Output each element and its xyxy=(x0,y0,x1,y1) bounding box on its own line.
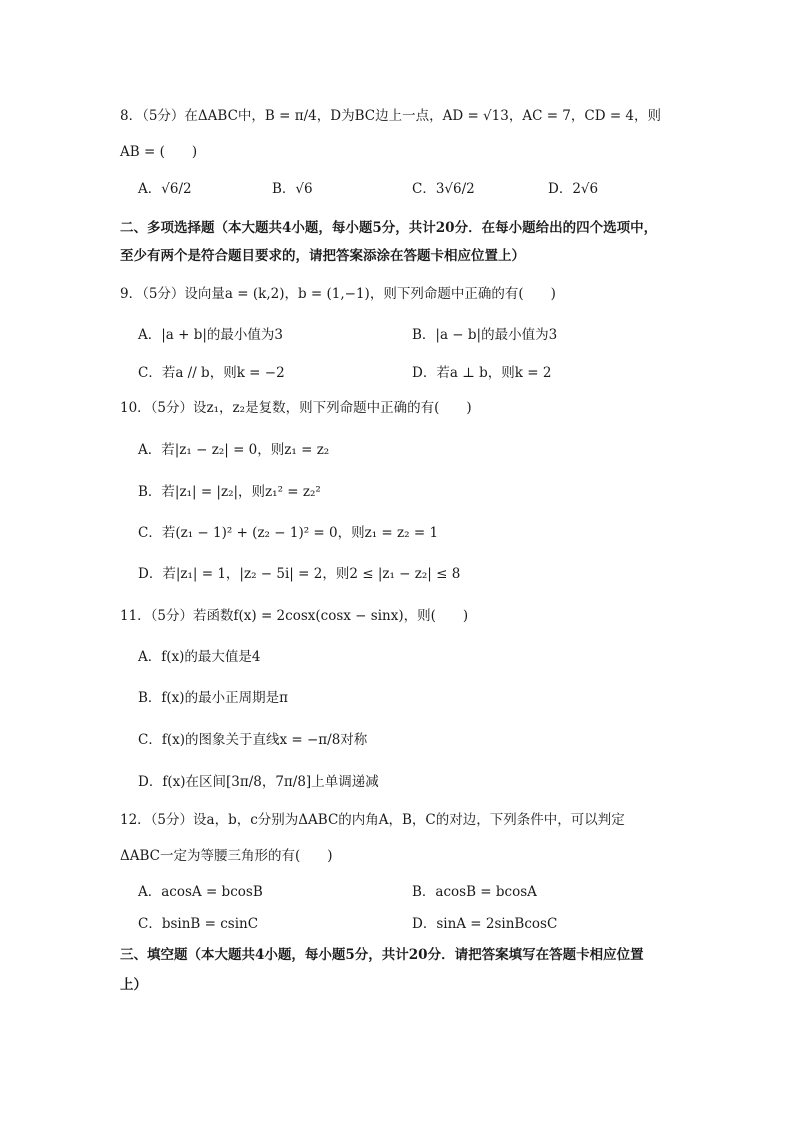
section2-heading-line1: 二、多项选择题（本大题共4小题，每小题5分，共计20分．在每小题给出的四个选项中， xyxy=(120,220,658,236)
q9-option-c: C．若a // b，则k = −2 xyxy=(138,365,285,381)
q8-stem-line2: AB = ( ) xyxy=(120,144,198,160)
q9-stem: 9．（5分）设向量a = (k,2)，b = (1,−1)，则下列命题中正确的有( ) xyxy=(120,286,556,302)
q11-option-a: A．f(x)的最大值是4 xyxy=(138,649,261,665)
section2-heading-line2: 至少有两个是符合题目要求的，请把答案添涂在答题卡相应位置上） xyxy=(120,248,525,264)
q12-stem-line2: ΔABC一定为等腰三角形的有( ) xyxy=(120,848,333,864)
q12-option-a: A．acosA = bcosB xyxy=(138,884,263,900)
q10-option-c: C．若(z₁ − 1)² + (z₂ − 1)² = 0，则z₁ = z₂ = 1 xyxy=(138,525,439,541)
q10-option-a: A．若|z₁ − z₂| = 0，则z₁ = z₂ xyxy=(138,442,330,458)
q12-stem-line1: 12．（5分）设a，b，c分别为ΔABC的内角A，B，C的对边，下列条件中，可以判定 xyxy=(120,812,625,828)
q8-option-b: B．√6 xyxy=(272,181,313,197)
q11-stem: 11．（5分）若函数f(x) = 2cosx(cosx − sinx)，则( ) xyxy=(120,608,469,624)
q11-option-d: D．f(x)在区间[3π/8，7π/8]上单调递减 xyxy=(138,774,379,790)
q12-option-d: D．sinA = 2sinBcosC xyxy=(412,916,558,932)
q12-option-b: B．acosB = bcosA xyxy=(412,884,537,900)
section3-heading-line1: 三、填空题（本大题共4小题，每小题5分，共计20分．请把答案填写在答题卡相应位置 xyxy=(120,947,644,963)
section3-heading-line2: 上） xyxy=(120,977,147,993)
q8-option-a: A．√6/2 xyxy=(138,181,192,197)
q11-option-c: C．f(x)的图象关于直线x = −π/8对称 xyxy=(138,732,368,748)
q8-stem-line1: 8．（5分）在ΔABC中，B = π/4，D为BC边上一点，AD = √13，AC = 7，CD = 4，则 xyxy=(120,108,662,124)
q9-option-b: B．|a − b|的最小值为3 xyxy=(412,327,558,343)
q10-option-b: B．若|z₁| = |z₂|，则z₁² = z₂² xyxy=(138,484,321,500)
q10-stem: 10．（5分）设z₁，z₂是复数，则下列命题中正确的有( ) xyxy=(120,400,472,416)
q9-option-d: D．若a ⊥ b，则k = 2 xyxy=(412,365,552,381)
q8-option-d: D．2√6 xyxy=(548,181,599,197)
q12-option-c: C．bsinB = csinC xyxy=(138,916,259,932)
q11-option-b: B．f(x)的最小正周期是π xyxy=(138,690,288,706)
q8-option-c: C．3√6/2 xyxy=(412,181,475,197)
q10-option-d: D．若|z₁| = 1，|z₂ − 5i| = 2，则2 ≤ |z₁ − z₂| ≤ 8 xyxy=(138,566,461,582)
q9-option-a: A．|a + b|的最小值为3 xyxy=(138,327,284,343)
